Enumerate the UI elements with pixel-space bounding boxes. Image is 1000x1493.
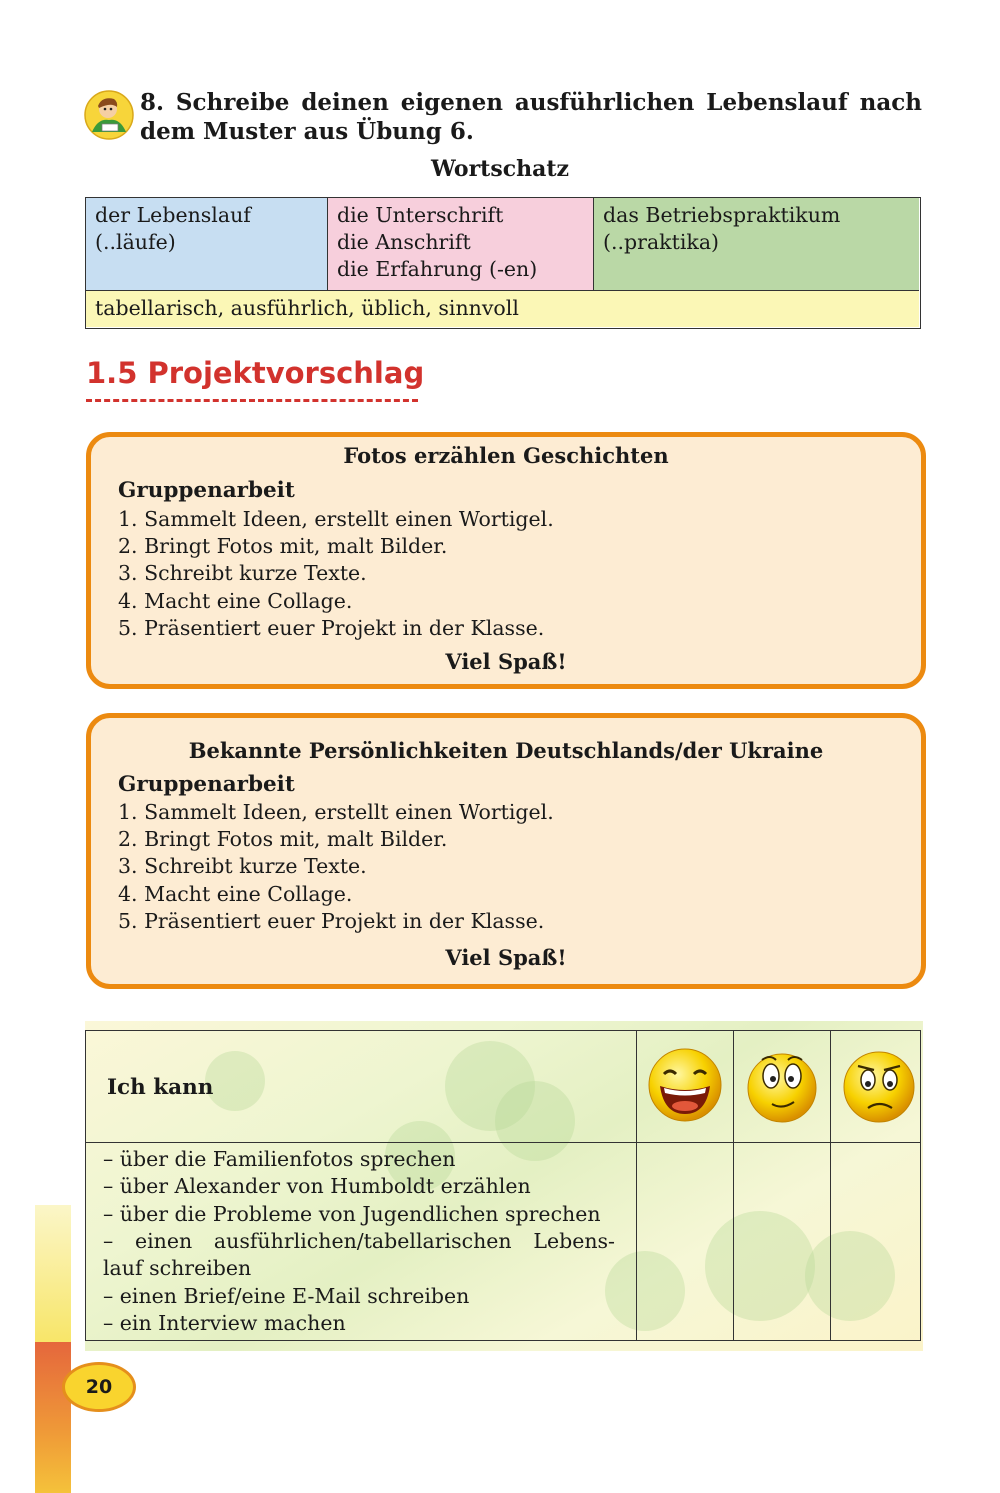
vocabulary-word: das Betriebspraktikum <box>603 203 841 227</box>
can-do-item-continued: lauf schreiben <box>103 1256 252 1280</box>
project-step: 4. Macht eine Collage. <box>118 882 353 906</box>
self-assessment-header: Ich kann <box>107 1075 214 1100</box>
can-do-item: – über die Probleme von Jugendlichen sprechen <box>103 1202 601 1226</box>
vocabulary-word: die Unterschrift <box>337 203 504 227</box>
task-instruction: 8. Schreibe deinen eigenen ausführlichen Lebenslauf nach dem Muster aus Übung 6. <box>140 89 922 145</box>
table-divider <box>733 1031 734 1340</box>
page-edge-decoration <box>35 1342 71 1493</box>
vocabulary-adjectives: tabellarisch, ausführlich, üblich, sinnvoll <box>86 291 919 327</box>
page-number: 20 <box>62 1362 136 1412</box>
table-divider <box>86 1142 920 1143</box>
project-step: 5. Präsentiert euer Projekt in der Klasse. <box>118 616 545 640</box>
project-step: 1. Sammelt Ideen, erstellt einen Wortigel. <box>118 507 554 531</box>
student-writing-icon <box>84 90 134 140</box>
can-do-item: – über die Familienfotos sprechen <box>103 1147 456 1171</box>
project-step: 1. Sammelt Ideen, erstellt einen Wortigel. <box>118 800 554 824</box>
project-footer: Viel Spaß! <box>445 649 567 674</box>
can-do-item: – einen ausführlichen/tabellarischen Lebens- <box>103 1229 615 1253</box>
project-subtitle: Gruppenarbeit <box>118 772 295 797</box>
vocabulary-word: (..praktika) <box>603 230 720 254</box>
vocabulary-table <box>85 197 921 329</box>
project-box <box>86 432 926 689</box>
laughing-face-icon <box>646 1046 724 1124</box>
vocabulary-cell-nouns-3 <box>594 198 919 291</box>
section-title: 1.5 Projektvorschlag <box>86 356 425 390</box>
vocabulary-word: der Lebenslauf <box>95 203 251 227</box>
can-do-item: – über Alexander von Humboldt erzählen <box>103 1174 531 1198</box>
project-title: Fotos erzählen Geschichten <box>343 443 669 468</box>
table-divider <box>636 1031 637 1340</box>
project-step: 3. Schreibt kurze Texte. <box>118 854 367 878</box>
vocabulary-word: die Erfahrung (-en) <box>337 257 538 281</box>
project-step: 3. Schreibt kurze Texte. <box>118 561 367 585</box>
table-divider <box>830 1031 831 1340</box>
vocabulary-cell-nouns-1 <box>86 198 328 291</box>
vocabulary-cell-nouns-2 <box>328 198 594 291</box>
project-step: 5. Präsentiert euer Projekt in der Klasse. <box>118 909 545 933</box>
project-footer: Viel Spaß! <box>445 945 567 970</box>
project-step: 4. Macht eine Collage. <box>118 589 353 613</box>
can-do-item: – ein Interview machen <box>103 1311 346 1335</box>
project-subtitle: Gruppenarbeit <box>118 478 295 503</box>
can-do-item: – einen Brief/eine E-Mail schreiben <box>103 1284 470 1308</box>
sad-face-icon <box>840 1046 918 1124</box>
vocabulary-word: die Anschrift <box>337 230 471 254</box>
project-title: Bekannte Persönlichkeiten Deutschlands/der Ukraine <box>188 738 824 763</box>
section-underline <box>86 399 418 402</box>
project-step: 2. Bringt Fotos mit, malt Bilder. <box>118 534 448 558</box>
self-assessment-table <box>85 1030 921 1341</box>
neutral-face-icon <box>744 1046 820 1124</box>
vocabulary-word: (..läufe) <box>95 230 176 254</box>
vocabulary-title: Wortschatz <box>430 156 570 182</box>
project-step: 2. Bringt Fotos mit, malt Bilder. <box>118 827 448 851</box>
project-box <box>86 713 926 989</box>
